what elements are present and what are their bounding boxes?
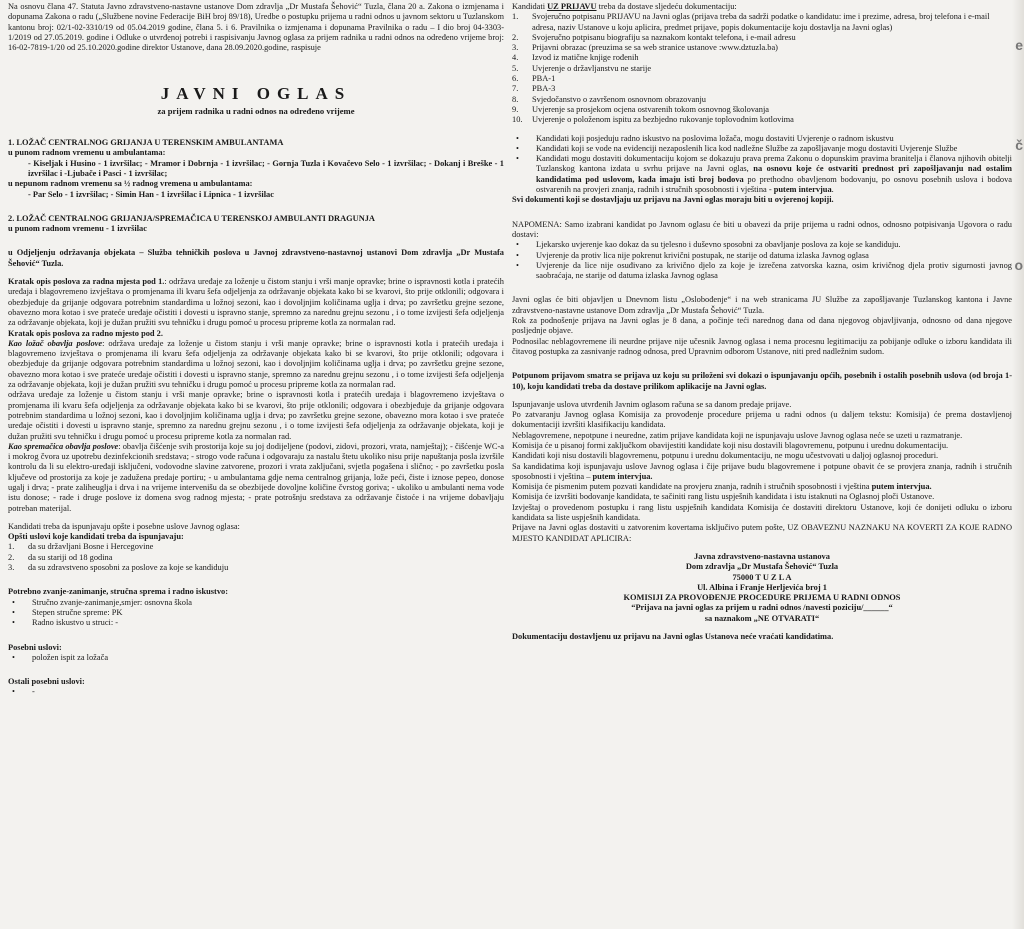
closing-note: Dokumentaciju dostavljenu uz prijavu na Javni oglas Ustanova neće vraćati kandidatima. bbox=[512, 632, 834, 642]
procedure-paragraph: Prijave na Javni oglas dostaviti u zatvorenim kovertama isključivo putem pošte, UZ OBAVEZNU NAZNAKU NA KOVERTI ZA KOJE RADNO MJESTO KANDIDAT APLICIRA: bbox=[512, 523, 1012, 543]
note-intro: NAPOMENA: Samo izabrani kandidat po Javnom oglasu će biti u obavezi da prije prijema u radni odnos, odnosno potpisivanja Ugovora o radu dostavi: bbox=[512, 219, 1012, 239]
complete-application-note: Potpunom prijavom smatra se prijava uz koju su priloženi svi dokazi o ispunjavanju općih, posebnih i ostalih posebnih uslova (od broja 1-10), koju kandidati treba da dostave prilikom aplikacije na Javni oglas. bbox=[512, 371, 1012, 391]
list-item: 3. da su zdravstveno sposobni za poslove za koje se kandiduju bbox=[8, 563, 229, 573]
organization-unit: u Odjeljenju održavanja objekata – Služba tehničkih poslova u Javnoj zdravstveno-nastavnoj ustanovi Dom zdravlja „Dr Mustafa Šehović“ Tuzla. bbox=[8, 248, 504, 268]
deadline-info: Rok za podnošenje prijava na Javni oglas je 8 dana, a počinje teći narednog dana od dana njegovog objavljivanja, odnosno od dana njegove posljednje objave. bbox=[512, 316, 1012, 336]
envelope-label: “Prijava na javni oglas za prijem u radni odnos /navesti poziciju/______“ bbox=[631, 603, 893, 613]
job2-cleaner-label: Kao spremačica obavlja poslove bbox=[8, 441, 119, 451]
list-item: • Kandidati koji se vode na evidenciji nezaposlenih lica kod nadležne Službe za zapošljavanje mogu dostaviti Uvjerenje Službe bbox=[516, 143, 958, 153]
other-conditions-heading: Ostali posebni uslovi: bbox=[8, 677, 85, 687]
section2-heading: 2. LOŽAČ CENTRALNOG GRIJANJA/SPREMAČICA U TERENSKOJ AMBULANTI DRAGUNJA bbox=[8, 213, 375, 223]
other-conditions-list bbox=[8, 687, 504, 697]
page-subtitle: za prijem radnika u radni odnos na određeno vrijeme bbox=[157, 105, 355, 116]
list-item: 6. PBA-1 bbox=[512, 74, 556, 84]
general-conditions-heading: Opšti uslovi koje kandidati treba da ispunjavaju: bbox=[8, 532, 184, 542]
job1-text: : održava uređaje za loženje u čistom stanju i vrši manje opravke; brine o ispravnosti kotla i pratećih uređaja i blagovremeno izvještava o promjenama ili kvaru šefa odjeljenja za održavanje objekata kako bi se kvarovi, što prije otklonili; odgovara i obezbjeđuje da grijanje odgovara potrebnim standardima u ložnoj sezoni, kao i dovoljnjim količinama uglja i drva; po završetku grejne sezone, obavezno mora kotao i sve prateće uređaje očistiti i dovesti u ispravno stanje, spremno za narednu grejnu sezonu , i o tome izvijesti šefa odjeljenja za održavanje objekata, koji je dužan pružiti svu tehničku i drugu pomoć u procesu pripreme kotla za normalan rad. bbox=[8, 277, 504, 328]
mailing-address: Javna zdravstveno-nastavna ustanova Dom zdravlja „Dr Mustafa Šehović“ Tuzla 75000 T U Z L A Ul. Albina i Franje Herljevića broj 1 KOMISIJI ZA PROVOĐENJE PROCEDURE PRIJEMA U RADNI ODNOS “Prijava na javni oglas za prijem u radni odnos /navesti poziciju/______“ sa naznakom „NE OTVARATI“ bbox=[512, 552, 1012, 624]
list-item: 2. Svojeručno potpisanu biografiju sa naznakom kontakt telefona, i e-mail adresu bbox=[512, 32, 796, 42]
list-item: • Kandidati mogu dostaviti dokumentaciju kojom se dokazuju prava prema Zakonu o dopunskim pravima branitelja i članova njihovih obitelji Tuzlanskog kantona izdata u svrhu prijave na Javni oglas, na osnovu koje će ostvariti prednost pri zapošljavanju nad ostalim kandidatima pod uslovom, kada imaju isti broj bodova po prethodno obavljenom bodovanju, po osnovu posebnih uslova i bodova ostvarenih na provjeri znanja, radnih i stručnih sposobnosti i vještina - putem intervjua. bbox=[516, 154, 1012, 195]
list-item: 10. Uvjerenje o položenom ispitu za bezbjedno rukovanje toplovodnim kotlovima bbox=[512, 115, 794, 125]
section1-part-time-label: u nepunom radnom vremenu sa ½ radnog vremena u ambulantama: bbox=[8, 179, 253, 189]
documents-intro-emphasis: UZ PRIJAVU bbox=[547, 2, 597, 11]
list-item: 9. Uvjerenje sa prosjekom ocjena ostvarenih tokom osnovnog školovanja bbox=[512, 104, 770, 114]
list-item: • Ljekarsko uvjerenje kao dokaz da su tjelesno i duševno sposobni za obavljanje poslova za koje se kandiduju. bbox=[516, 240, 901, 250]
publication-info: Javni oglas će biti objavljen u Dnevnom listu „Oslobođenje“ i na web stranicama JU Službe za zapošljavanje Tuzlanskog kantona i Javne zdravstveno-nastavne ustanove Dom zdravlja „Dr Mustafa Šehović“ Tuzla. bbox=[512, 295, 1012, 315]
general-conditions-list bbox=[8, 542, 504, 573]
section2-full-time-label: u punom radnom vremenu - 1 izvršilac bbox=[8, 224, 147, 234]
left-column bbox=[8, 2, 504, 698]
list-item: 5. Uvjerenje o državljanstvu ne starije bbox=[512, 63, 652, 73]
list-item: • Radno iskustvo u struci: - bbox=[12, 618, 119, 628]
section1-heading: 1. LOŽAČ CENTRALNOG GRIJANJA U TERENSKIM AMBULANTAMA bbox=[8, 138, 284, 148]
procedure-paragraph: Po zatvaranju Javnog oglasa Komisija za provođenje procedure prijema u radni odnos (u daljem tekstu: Komisija) će prema dostavljenoj dokumentaciji izvršiti klasifikaciju kandidata. bbox=[512, 410, 1012, 430]
section1-full-time-label: u punom radnom vremenu u ambulantama: bbox=[8, 148, 166, 158]
intro-paragraph: Na osnovu člana 47. Statuta Javno zdravstveno-nastavne ustanove Dom zdravlja „Dr Mustafa Šehović“ Tuzla, člana 20 a. Zakona o izmjenama i dopunama Zakona o radu („Službene novine Federacije BiH broj 89/18), Uredbe o postupku prijema u radni odnos u javnom sektoru u Tuzlanskom kantonu broj: 02/1-02-3310/19 od 05.04.2019 godine, člana 5. i 6. Pravilnika o izmjenama i dopunama Pravilnika o radu – I dio broj 04-3303-1/2019 od 27.05.2019. godine i Odluke o utvrđenoj potrebi i raspisivanju Javnog oglasa za prijem radnika u radni odnos na određeno vrijeme broj: 16-02-7819-1/20 od 25.10.2020.godine direktor Ustanove, dana 28.09.2020.godine, raspisuje bbox=[8, 2, 504, 53]
list-item: 8. Svjedočanstvo o završenom osnovnom obrazovanju bbox=[512, 94, 706, 104]
list-item: 2. da su stariji od 18 godina bbox=[8, 552, 113, 562]
list-item: 1. da su državljani Bosne i Hercegovine bbox=[8, 542, 154, 552]
job2-cleaner bbox=[8, 442, 504, 514]
qualification-heading: Potrebno zvanje-zanimanje, stručna sprema i radno iskustvo: bbox=[8, 587, 228, 597]
procedure-paragraph: Ispunjavanje uslova utvrđenih Javnim oglasom računa se sa danom predaje prijave. bbox=[512, 399, 792, 409]
section1-part-time-list: - Par Selo - 1 izvršilac; - Simin Han - 1 izvršilac i Lipnica - 1 izvršilac bbox=[28, 189, 274, 199]
special-conditions-heading: Posebni uslovi: bbox=[8, 642, 62, 652]
documents-intro: Kandidati UZ PRIJAVU treba da dostave sljedeću dokumentaciju: bbox=[512, 2, 737, 11]
job2-cleaner-text: : obavlja čišćenje svih prostorija koje su joj dodijeljene (podovi, zidovi, prozori, vrata, namještaj); - čišćenje WC-a i mokrog čvora uz upotrebu dezinfekcionih sredstava; - strogo vode računa i odgovaraju za nastalu štetu ukoliko nisu prije napuštanja posla izvršile kontrolu da li su elektro-uređaji isključeni, vodovodne slavine zatvorene, prozori i vrata zaključani, svjetla pogašena i slično; - po završetku posla ključeve od prostorija za koje je zadužena predaje portiru; - u ambulantama gdje nema centralnog grijanja, lože peći, čiste i iznose pepeo, donose ugalj i drva; - prate zaliheuglja i drva i na vrijeme intervenišu da se obezbijede dovoljne količine čvrstog goriva; - ukoliko u ambulanti nema vode istu donose; - rade i druge poslove iz domena svog radnog mjesta; - prate potrošnju sredstava za održavanje čistoće i na vrijeme dobavljaju potreban materijal. bbox=[8, 441, 504, 513]
job1-label: Kratak opis poslova za radna mjesta pod 1. bbox=[8, 277, 165, 287]
list-item: • Uvjerenje da protiv lica nije pokrenut krivični postupak, ne starije od datuma izlaska Javnog oglasa bbox=[516, 250, 869, 260]
adjacent-page-edge: e č o bbox=[1012, 0, 1024, 929]
job2-stoker-repeat: održava uređaje za loženje u čistom stanju i vrši manje opravke; brine o ispravnosti kotla i pratećih uređaja i blagovremeno izvještava o promjenama ili kvaru šefa odjeljenja za održavanje objekata kako bi se kvarovi, što prije otklonili; odgovara i obezbjeđuje da grijanje odgovara potrebnim standardima u ložnoj sezoni, kao i dovoljnjim količinama uglja i drva; po završetku grejne sezone, obavezno mora kotao i sve prateće uređaje očistiti i dovesti u ispravno stanje, spremno za narednu grejnu sezonu , i o tome izvijesti šefa odjeljenja za održavanje objekata, koji je dužan pružiti svu tehničku i drugu pomoć u procesu pripreme kotla za normalan rad. bbox=[8, 390, 504, 441]
list-item: • Kandidati koji posjeduju radno iskustvo na poslovima ložača, mogu dostaviti Uvjerenje o radnom iskustvu bbox=[516, 133, 894, 143]
procedure-paragraph: Komisija će izvršiti bodovanje kandidata, te sačiniti rang listu uspješnih kandidata i istu istaknuti na Oglasnoj ploči Ustanove. bbox=[512, 492, 935, 502]
appeal-info: Podnosilac neblagovremene ili neurdne prijave nije učesnik Javnog oglasa i nema procesnu legitimaciju za pobijanje odluke o izboru kandidata ili čitavog postupka za zasnivanje radnog odnosa, pred Upravnim odborom Ustanove, niti pred nadležnim sudom. bbox=[512, 336, 1012, 356]
list-item: • Stručno zvanje-zanimanje,smjer: osnovna škola bbox=[12, 597, 193, 607]
special-conditions-list bbox=[8, 653, 504, 663]
documents-list bbox=[512, 12, 1012, 125]
procedure-paragraph: Izvještaj o provedenom postupku i rang listu uspješnih kandidata Komisija će dostaviti direktoru Ustanove, koji će donijeti odluku o izboru kandidata sa liste uspješnih kandidata. bbox=[512, 502, 1012, 523]
envelope-do-not-open: sa naznakom „NE OTVARATI“ bbox=[704, 613, 820, 623]
list-item: • Uvjerenje da lice nije osuđivano za krivično djelo za koje je izrečena zatvorska kazna, osim krivičnog djela protiv sigurnosti javnog saobraćaja, ne starije od datuma izlaska Javnog oglasa bbox=[516, 260, 1012, 281]
extra-documents-list bbox=[512, 134, 1012, 196]
committee-name: KOMISIJI ZA PROVOĐENJE PROCEDURE PRIJEMA U RADNI ODNOS bbox=[623, 593, 901, 603]
list-item: • položen ispit za ložača bbox=[12, 652, 109, 662]
job1-description bbox=[8, 277, 504, 328]
procedure-paragraph: Kandidati koji nisu dostavili blagovremenu, potpunu i urednu dokumentaciju, ne mogu učestvovati u daljoj oglasnoj proceduri. bbox=[512, 451, 939, 461]
list-item: • Stepen stručne spreme: PK bbox=[12, 607, 123, 617]
list-item: • - bbox=[12, 687, 35, 697]
invite-paragraph: Komisija će pismenim putem pozvati kandidate na provjeru znanja, radnih i stručnih sposobnosti i vještina putem intervjua. bbox=[512, 482, 932, 492]
section1-full-time-list: - Kiseljak i Husino - 1 izvršilac; - Mramor i Dobrnja - 1 izvršilac; - Gornja Tuzla i Kovačevo Selo - 1 izvršilac; - Dokanj i Breške - 1 izvršilac i -Ljubače i Pasci - 1 izvršilac; bbox=[28, 158, 504, 178]
right-column bbox=[512, 2, 1012, 642]
job2-stoker-label: Kao ložač obavlja poslove bbox=[8, 338, 103, 348]
procedure-paragraph: Komisija će u pisanoj formi zaključkom obavijestiti kandidate koji nisu dostavili blagovremenu, potpunu i urednu dokumentaciju. bbox=[512, 440, 949, 450]
list-item: 7. PBA-3 bbox=[512, 84, 556, 94]
list-item: 1. Svojeručno potpisanu PRIJAVU na Javni oglas (prijava treba da sadrži podatke o kandidatu: ime i prezime, adresa, broj telefona i e-mail adresa, naziv Ustanove u koju aplicira, predmet prijave, popis dokumentacije koju dostavlja na Javni oglas) bbox=[512, 12, 990, 32]
job2-stoker bbox=[8, 339, 504, 390]
qualification-list bbox=[8, 598, 504, 629]
list-item: 4. Izvod iz matične knjige rođenih bbox=[512, 53, 639, 63]
job2-label: Kratak opis poslova za radno mjesto pod 2. bbox=[8, 328, 163, 338]
page-title: JAVNI OGLAS bbox=[160, 84, 352, 104]
job2-stoker-text: : održava uređaje za loženje u čistom stanju i vrši manje opravke; brine o ispravnosti kotla i pratećih uređaja i blagovremeno izvještava o promjenama ili kvaru šefa odjeljenja za održavanje objekata kako bi se kvarovi, što prije otklonili; odgovara i obezbjeđuje da grijanje odgovara potrebnim standardima u ložnoj sezoni, kao i dovoljnjim količinama uglja i drva; po završetku grejne sezone, obavezno mora kotao i sve prateće uređaje očistiti i dovesti u ispravno stanje, spremno za narednu grejnu sezonu , i o tome izvijesti šefa odjeljenja za održavanje objekata, koji je dužan pružiti svu tehničku i drugu pomoć u procesu pripreme kotla za normalan rad. bbox=[8, 338, 504, 390]
interview-paragraph: Sa kandidatima koji ispunjavaju uslove Javnog oglasa i čije prijave budu blagovremene i potpune obavit će se provjera znanja, radnih i stručnih sposobnosti i vještina – putem intervjua. bbox=[512, 461, 1012, 481]
procedure-paragraph: Neblagovremene, nepotpune i neuredne, zatim prijave kandidata koji ne ispunjavaju uslove Javnog oglasa neće se uzeti u razmatranje. bbox=[512, 430, 963, 440]
certified-copy-note: Svi dokumenti koji se dostavljaju uz prijavu na Javni oglas moraju biti u ovjerenoj kopiji. bbox=[512, 195, 834, 205]
note-list bbox=[512, 240, 1012, 281]
list-item: 3. Prijavni obrazac (preuzima se sa web stranice ustanove :www.dztuzla.ba) bbox=[512, 43, 778, 53]
conditions-intro: Kandidati treba da ispunjavaju opšte i posebne uslove Javnog oglasa: bbox=[8, 521, 240, 531]
